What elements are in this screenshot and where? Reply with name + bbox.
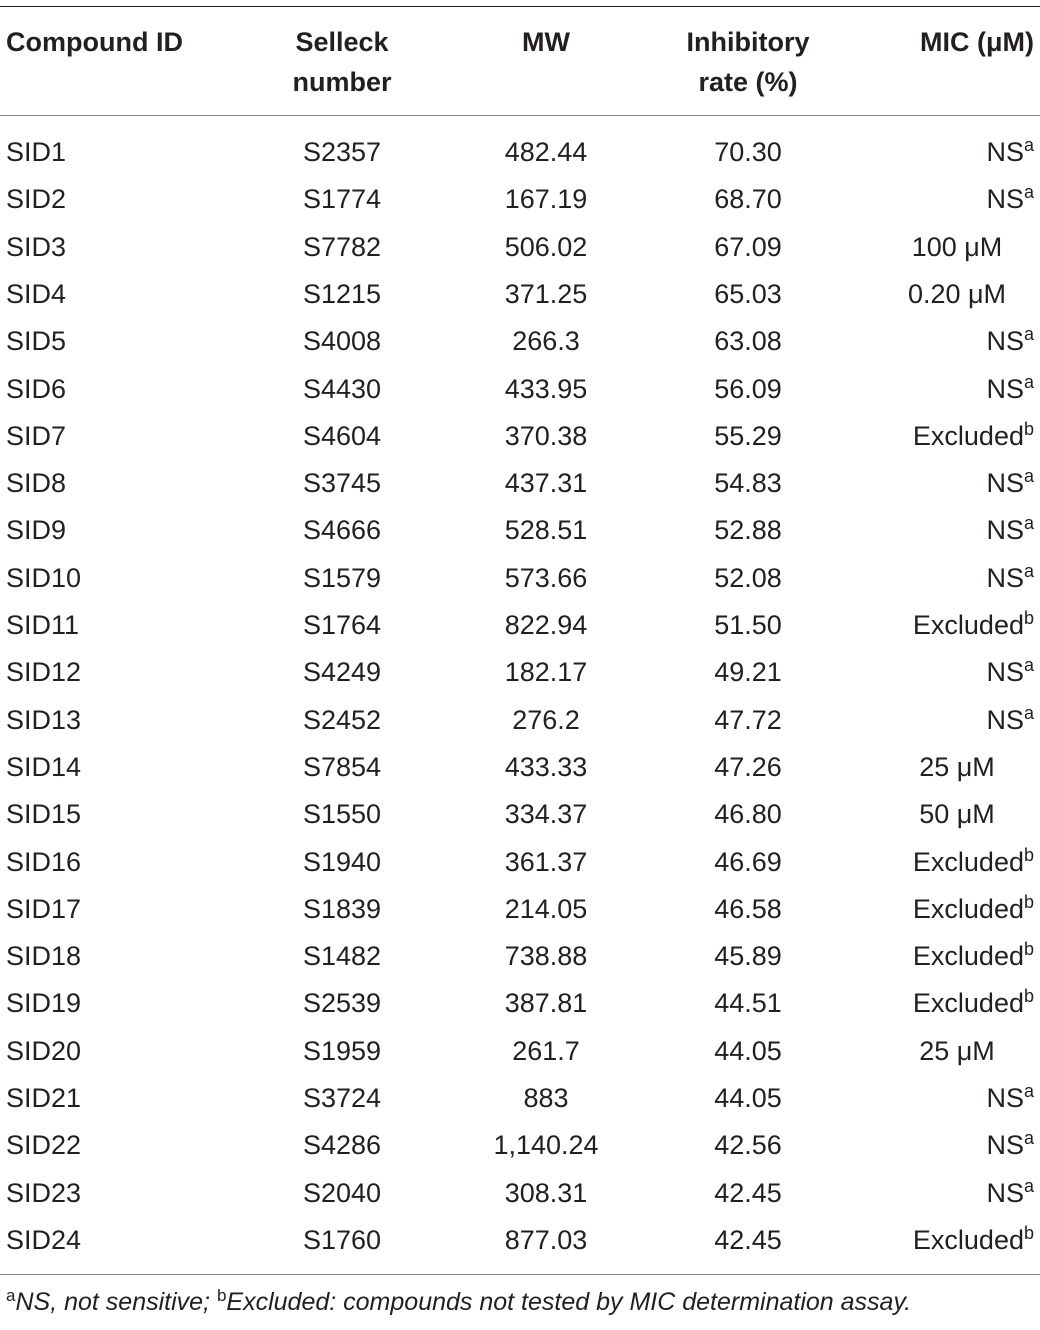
cell-selleck: S3745 [302, 468, 382, 499]
table-row [0, 413, 1040, 460]
cell-rate: 47.26 [714, 751, 782, 782]
cell-mic-value: NS [986, 468, 1024, 499]
cell-rate: 47.72 [714, 704, 782, 735]
cell-selleck: S4249 [302, 657, 382, 688]
cell-mw: 433.95 [504, 373, 588, 404]
cell-selleck: S1774 [302, 184, 382, 215]
cell-id: SID20 [6, 1035, 82, 1066]
cell-mic [860, 1122, 1034, 1169]
cell-mic-value: NS [986, 1177, 1024, 1208]
cell-id: SID19 [6, 988, 82, 1019]
cell-selleck: S2452 [302, 704, 382, 735]
cell-rate: 42.45 [714, 1177, 782, 1208]
footnote-a-mark: a [6, 1286, 16, 1305]
cell-mw: 1,140.24 [493, 1130, 599, 1161]
cell-mic-value: NS [986, 562, 1024, 593]
cell-rate: 44.51 [714, 988, 782, 1019]
table-row [0, 1122, 1040, 1169]
cell-mw: 482.44 [504, 137, 588, 167]
cell-id: SID3 [6, 231, 67, 262]
header-inhibitory-line1: Inhibitory [686, 27, 810, 57]
cell-mic-value: 0.20 μM [907, 278, 1007, 309]
table-row [0, 602, 1040, 649]
cell-mic [860, 886, 1034, 933]
cell-selleck: S4666 [302, 515, 382, 546]
header-inhibitory-line2: rate (%) [698, 67, 798, 97]
cell-selleck: S1482 [302, 941, 382, 972]
cell-mic [860, 933, 1034, 980]
cell-mic-value: Excluded [912, 1224, 1024, 1255]
cell-id: SID22 [6, 1130, 82, 1161]
cell-selleck: S4430 [302, 373, 382, 404]
cell-id: SID5 [6, 326, 67, 357]
cell-mic [860, 980, 1034, 1027]
cell-rate: 52.88 [714, 515, 782, 546]
cell-mw: 266.3 [512, 326, 580, 357]
cell-rate: 65.03 [714, 278, 782, 309]
cell-mw: 387.81 [504, 988, 588, 1019]
cell-mic [882, 744, 1032, 791]
cell-mic [860, 318, 1034, 365]
cell-mic-note: a [1023, 1081, 1034, 1101]
table-row [0, 1217, 1040, 1264]
cell-id: SID16 [6, 846, 82, 877]
cell-mic [860, 697, 1034, 744]
header-mic: MIC (μM) [920, 27, 1034, 57]
cell-selleck: S1959 [302, 1035, 382, 1066]
footnote-a-text: NS, not sensitive; [15, 1288, 217, 1316]
header-bottom-rule [0, 115, 1040, 116]
cell-mic-value: Excluded [912, 941, 1024, 972]
cell-mw: 261.7 [512, 1035, 580, 1066]
cell-mic-value: NS [986, 326, 1024, 357]
cell-mw: 167.19 [504, 184, 588, 215]
cell-mic [860, 460, 1034, 507]
table-row [0, 555, 1040, 602]
cell-mic [860, 129, 1034, 176]
cell-mic-value: 100 μM [911, 231, 1003, 262]
cell-mic-value: NS [986, 704, 1024, 735]
cell-mic-note: b [1023, 939, 1034, 960]
table-row [0, 886, 1040, 933]
cell-mic [860, 1075, 1034, 1122]
cell-id: SID2 [6, 184, 67, 215]
cell-mw: 433.33 [504, 751, 588, 782]
cell-rate: 67.09 [714, 231, 782, 262]
cell-mic-note: a [1023, 702, 1034, 723]
cell-rate: 45.89 [714, 941, 782, 972]
cell-mic [860, 602, 1034, 649]
cell-rate: 42.45 [714, 1224, 782, 1255]
table-row [0, 933, 1040, 980]
cell-mic-note: a [1023, 135, 1034, 155]
cell-mic [860, 176, 1034, 223]
cell-mic-value: Excluded [912, 610, 1024, 640]
table-row [0, 649, 1040, 696]
table-row [0, 1028, 1040, 1075]
cell-mw: 370.38 [504, 420, 588, 451]
table-top-rule [0, 6, 1040, 7]
cell-id: SID15 [6, 799, 82, 830]
cell-rate: 63.08 [714, 326, 782, 357]
cell-mic-note: a [1023, 513, 1034, 534]
cell-mw: 738.88 [504, 941, 588, 972]
cell-mw: 573.66 [504, 562, 588, 593]
cell-mic-value: 50 μM [919, 799, 995, 830]
cell-mic [860, 839, 1034, 886]
cell-mic-note: a [1023, 655, 1034, 676]
cell-mic [860, 507, 1034, 554]
cell-id: SID11 [6, 610, 80, 640]
header-selleck-line1: Selleck [295, 27, 389, 57]
cell-mic-note: a [1023, 1175, 1034, 1196]
cell-mic-note: b [1023, 1222, 1034, 1243]
table-row [0, 366, 1040, 413]
cell-rate: 54.83 [714, 468, 782, 499]
cell-rate: 49.21 [714, 657, 782, 688]
cell-rate: 56.09 [714, 373, 782, 404]
table-row [0, 1075, 1040, 1122]
table-row [0, 980, 1040, 1027]
header-selleck-line2: number [292, 67, 392, 97]
cell-rate: 51.50 [714, 610, 782, 640]
cell-mw: 361.37 [504, 846, 588, 877]
header-inhibitory-rate [660, 22, 836, 102]
cell-mic-value: NS [986, 515, 1024, 546]
table-row [0, 129, 1040, 176]
table-row [0, 224, 1040, 271]
header-selleck-number [262, 22, 422, 102]
cell-mw: 371.25 [504, 278, 588, 309]
table-footnote [6, 1288, 911, 1317]
cell-mic-note: b [1023, 891, 1034, 912]
cell-id: SID14 [6, 751, 82, 782]
header-compound-id: Compound ID [6, 27, 183, 57]
cell-mw: 528.51 [504, 515, 588, 546]
cell-rate: 46.69 [714, 846, 782, 877]
cell-rate: 55.29 [714, 420, 782, 451]
cell-mic [860, 1217, 1034, 1264]
cell-mic [882, 791, 1032, 838]
cell-mic-note: a [1023, 324, 1034, 345]
cell-mic-value: Excluded [912, 893, 1024, 924]
table-row [0, 271, 1040, 318]
cell-selleck: S1550 [302, 799, 382, 830]
cell-selleck: S4286 [302, 1130, 382, 1161]
cell-id: SID8 [6, 468, 67, 499]
table-row [0, 839, 1040, 886]
cell-id: SID17 [6, 893, 82, 924]
cell-mic-value: NS [986, 373, 1024, 404]
cell-rate: 52.08 [714, 562, 782, 593]
cell-id: SID21 [6, 1083, 82, 1113]
cell-mw: 182.17 [504, 657, 588, 688]
cell-id: SID7 [6, 420, 67, 451]
cell-mic-value: NS [986, 1083, 1024, 1113]
cell-rate: 44.05 [714, 1083, 782, 1113]
cell-mic [860, 555, 1034, 602]
cell-mic-value: NS [986, 657, 1024, 688]
cell-mic-note: a [1023, 466, 1034, 487]
cell-rate: 70.30 [714, 137, 782, 167]
cell-mic-value: NS [986, 184, 1024, 215]
footnote-b-mark: b [216, 1286, 227, 1305]
cell-mw: 822.94 [504, 610, 588, 640]
cell-selleck: S7854 [302, 751, 382, 782]
cell-rate: 46.58 [714, 893, 782, 924]
cell-mic [882, 1028, 1032, 1075]
cell-id: SID9 [6, 515, 67, 546]
cell-selleck: S4008 [302, 326, 382, 357]
cell-mw: 334.37 [504, 799, 588, 830]
cell-selleck: S1940 [302, 846, 382, 877]
cell-mic [860, 413, 1034, 460]
cell-mic-note: b [1023, 986, 1034, 1007]
cell-mic-note: b [1023, 844, 1034, 865]
cell-selleck: S2539 [302, 988, 382, 1019]
table-row [0, 460, 1040, 507]
cell-mic [860, 649, 1034, 696]
cell-mic-note: a [1023, 371, 1034, 392]
cell-rate: 44.05 [714, 1035, 782, 1066]
cell-id: SID12 [6, 657, 82, 688]
cell-selleck: S1839 [302, 893, 382, 924]
cell-mw: 506.02 [504, 231, 588, 262]
cell-mic-value: Excluded [912, 988, 1024, 1019]
cell-id: SID1 [6, 137, 67, 167]
table-row [0, 507, 1040, 554]
cell-rate: 68.70 [714, 184, 782, 215]
cell-mic-value: Excluded [912, 846, 1024, 877]
cell-mw: 883 [523, 1083, 569, 1113]
cell-mw: 308.31 [504, 1177, 588, 1208]
cell-mic-note: b [1023, 418, 1034, 439]
cell-mic-value: NS [986, 137, 1024, 167]
cell-id: SID13 [6, 704, 82, 735]
cell-id: SID24 [6, 1224, 82, 1255]
header-mw: MW [522, 27, 570, 57]
table-row [0, 744, 1040, 791]
cell-mic-note: a [1023, 182, 1034, 203]
table-row [0, 176, 1040, 223]
cell-id: SID6 [6, 373, 67, 404]
cell-selleck: S4604 [302, 420, 382, 451]
cell-mic-value: NS [986, 1130, 1024, 1161]
cell-selleck: S1760 [302, 1224, 382, 1255]
cell-mw: 276.2 [512, 704, 580, 735]
cell-id: SID23 [6, 1177, 82, 1208]
table-row [0, 697, 1040, 744]
cell-mw: 437.31 [504, 468, 588, 499]
table-row [0, 1170, 1040, 1217]
cell-mic-note: b [1023, 608, 1034, 628]
cell-selleck: S1579 [302, 562, 382, 593]
cell-id: SID18 [6, 941, 82, 972]
cell-selleck: S1215 [302, 278, 382, 309]
table-row [0, 791, 1040, 838]
cell-mw: 214.05 [504, 893, 588, 924]
cell-mic [860, 1170, 1034, 1217]
cell-mw: 877.03 [504, 1224, 588, 1255]
cell-mic [860, 366, 1034, 413]
cell-selleck: S2357 [302, 137, 382, 167]
cell-mic-value: 25 μM [919, 1035, 995, 1066]
cell-selleck: S2040 [302, 1177, 382, 1208]
cell-selleck: S3724 [302, 1083, 382, 1113]
cell-selleck: S7782 [302, 231, 382, 262]
cell-mic-value: Excluded [912, 420, 1024, 451]
cell-id: SID4 [6, 278, 67, 309]
cell-rate: 42.56 [714, 1130, 782, 1161]
cell-id: SID10 [6, 562, 82, 593]
cell-mic-note: a [1023, 1128, 1034, 1149]
cell-rate: 46.80 [714, 799, 782, 830]
table-bottom-rule [0, 1274, 1040, 1275]
cell-mic [882, 224, 1032, 271]
cell-mic [882, 271, 1032, 318]
footnote-b-text: Excluded: compounds not tested by MIC determination assay. [226, 1288, 912, 1316]
cell-selleck: S1764 [302, 610, 382, 640]
cell-mic-note: a [1023, 560, 1034, 581]
cell-mic-value: 25 μM [919, 751, 995, 782]
table-row [0, 318, 1040, 365]
